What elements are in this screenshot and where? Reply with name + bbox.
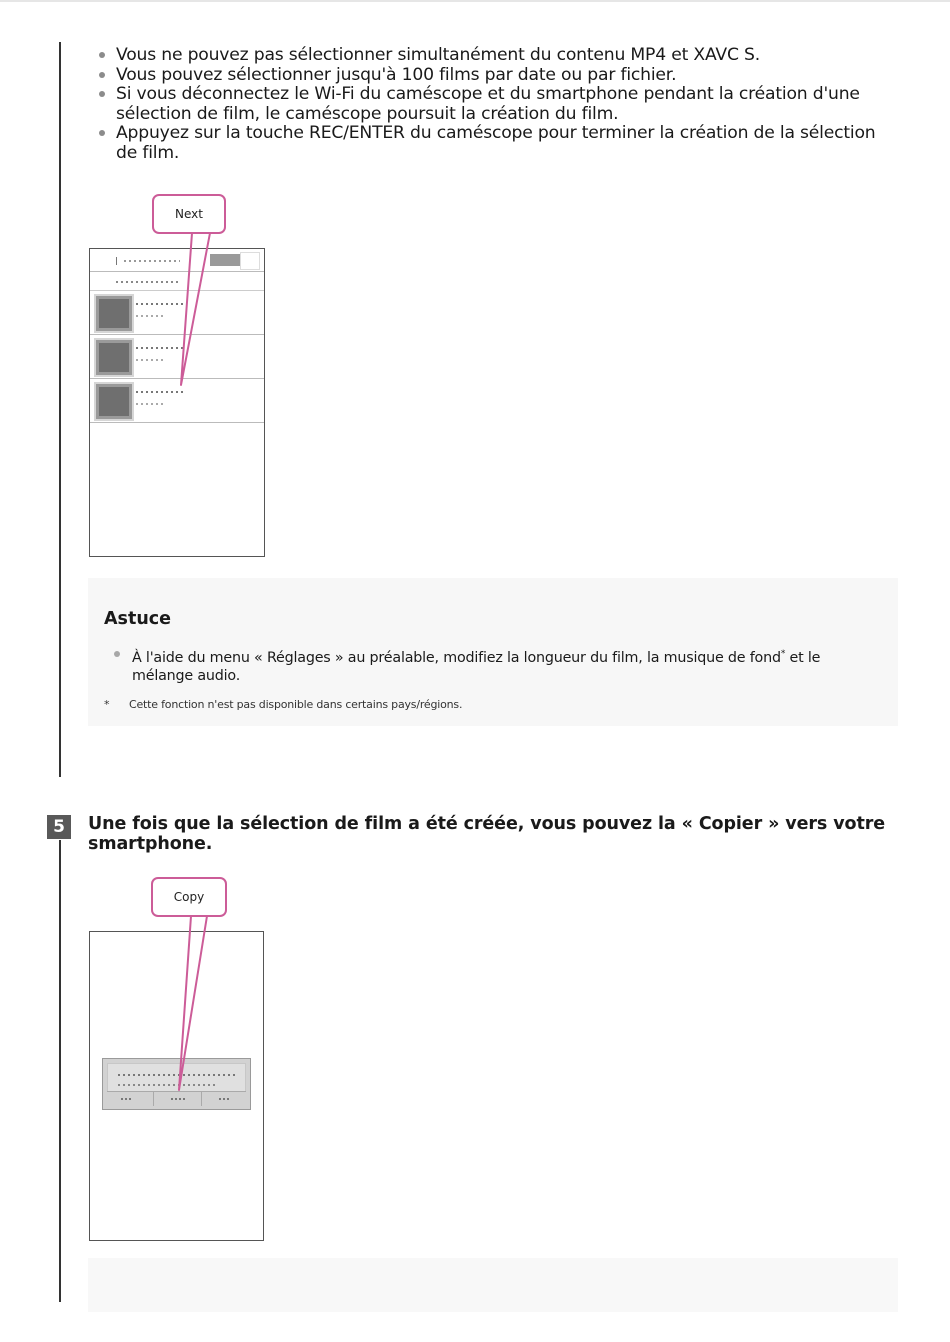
list-item: Vous pouvez sélectionner jusqu'à 100 films par date ou par fichier. bbox=[96, 66, 896, 86]
copy-callout: Copy bbox=[151, 877, 227, 917]
section-rule-upper bbox=[59, 42, 61, 777]
menu-box bbox=[240, 252, 260, 270]
footnote-text: Cette fonction n'est pas disponible dans certains pays/régions. bbox=[129, 698, 463, 711]
cancel-button[interactable] bbox=[121, 1098, 133, 1100]
next-callout: Next bbox=[152, 194, 226, 234]
bullet-icon bbox=[99, 130, 105, 136]
step-number-badge: 5 bbox=[47, 815, 71, 839]
back-divider bbox=[116, 257, 117, 265]
list-item: Vous ne pouvez pas sélectionner simultanément du contenu MP4 et XAVC S. bbox=[96, 46, 896, 66]
step-heading: Une fois que la sélection de film a été créée, vous pouvez la « Copier » vers votre smartphone. bbox=[88, 814, 886, 854]
list-item: Si vous déconnectez le Wi-Fi du caméscope et du smartphone pendant la création d'une sélection de film, le caméscope poursuit la création du film. bbox=[96, 85, 896, 124]
movie-thumbnail bbox=[94, 294, 134, 333]
list-item[interactable] bbox=[90, 379, 264, 423]
bullet-icon bbox=[99, 52, 105, 58]
tip-text: À l'aide du menu « Réglages » au préalable, modifiez la longueur du film, la musique de fond* et le mélange audio. bbox=[132, 649, 821, 685]
list-item: Appuyez sur la touche REC/ENTER du caméscope pour terminer la création de la sélection de film. bbox=[96, 124, 896, 163]
dialog-buttons bbox=[107, 1091, 246, 1106]
dialog-message bbox=[107, 1063, 246, 1092]
footnote-mark: * bbox=[104, 698, 110, 711]
bullet-icon bbox=[99, 91, 105, 97]
copy-button[interactable] bbox=[171, 1098, 185, 1100]
phone-subheader bbox=[90, 272, 264, 291]
movie-thumbnail bbox=[94, 338, 134, 377]
bullet-icon bbox=[99, 72, 105, 78]
header-title-placeholder bbox=[124, 260, 180, 262]
phone-header bbox=[90, 249, 264, 272]
next-button[interactable] bbox=[210, 254, 240, 266]
tip-title: Astuce bbox=[104, 609, 172, 629]
bullet-icon bbox=[114, 651, 120, 657]
page-top-rule bbox=[0, 0, 950, 2]
list-item[interactable] bbox=[90, 291, 264, 335]
list-item[interactable] bbox=[90, 335, 264, 379]
other-button[interactable] bbox=[219, 1098, 231, 1100]
phone-screen-selection bbox=[89, 248, 265, 557]
notes-list bbox=[96, 46, 896, 164]
copy-dialog bbox=[102, 1058, 251, 1110]
section-rule-lower bbox=[59, 840, 61, 1302]
movie-thumbnail bbox=[94, 382, 134, 421]
continuation-box bbox=[88, 1258, 898, 1312]
